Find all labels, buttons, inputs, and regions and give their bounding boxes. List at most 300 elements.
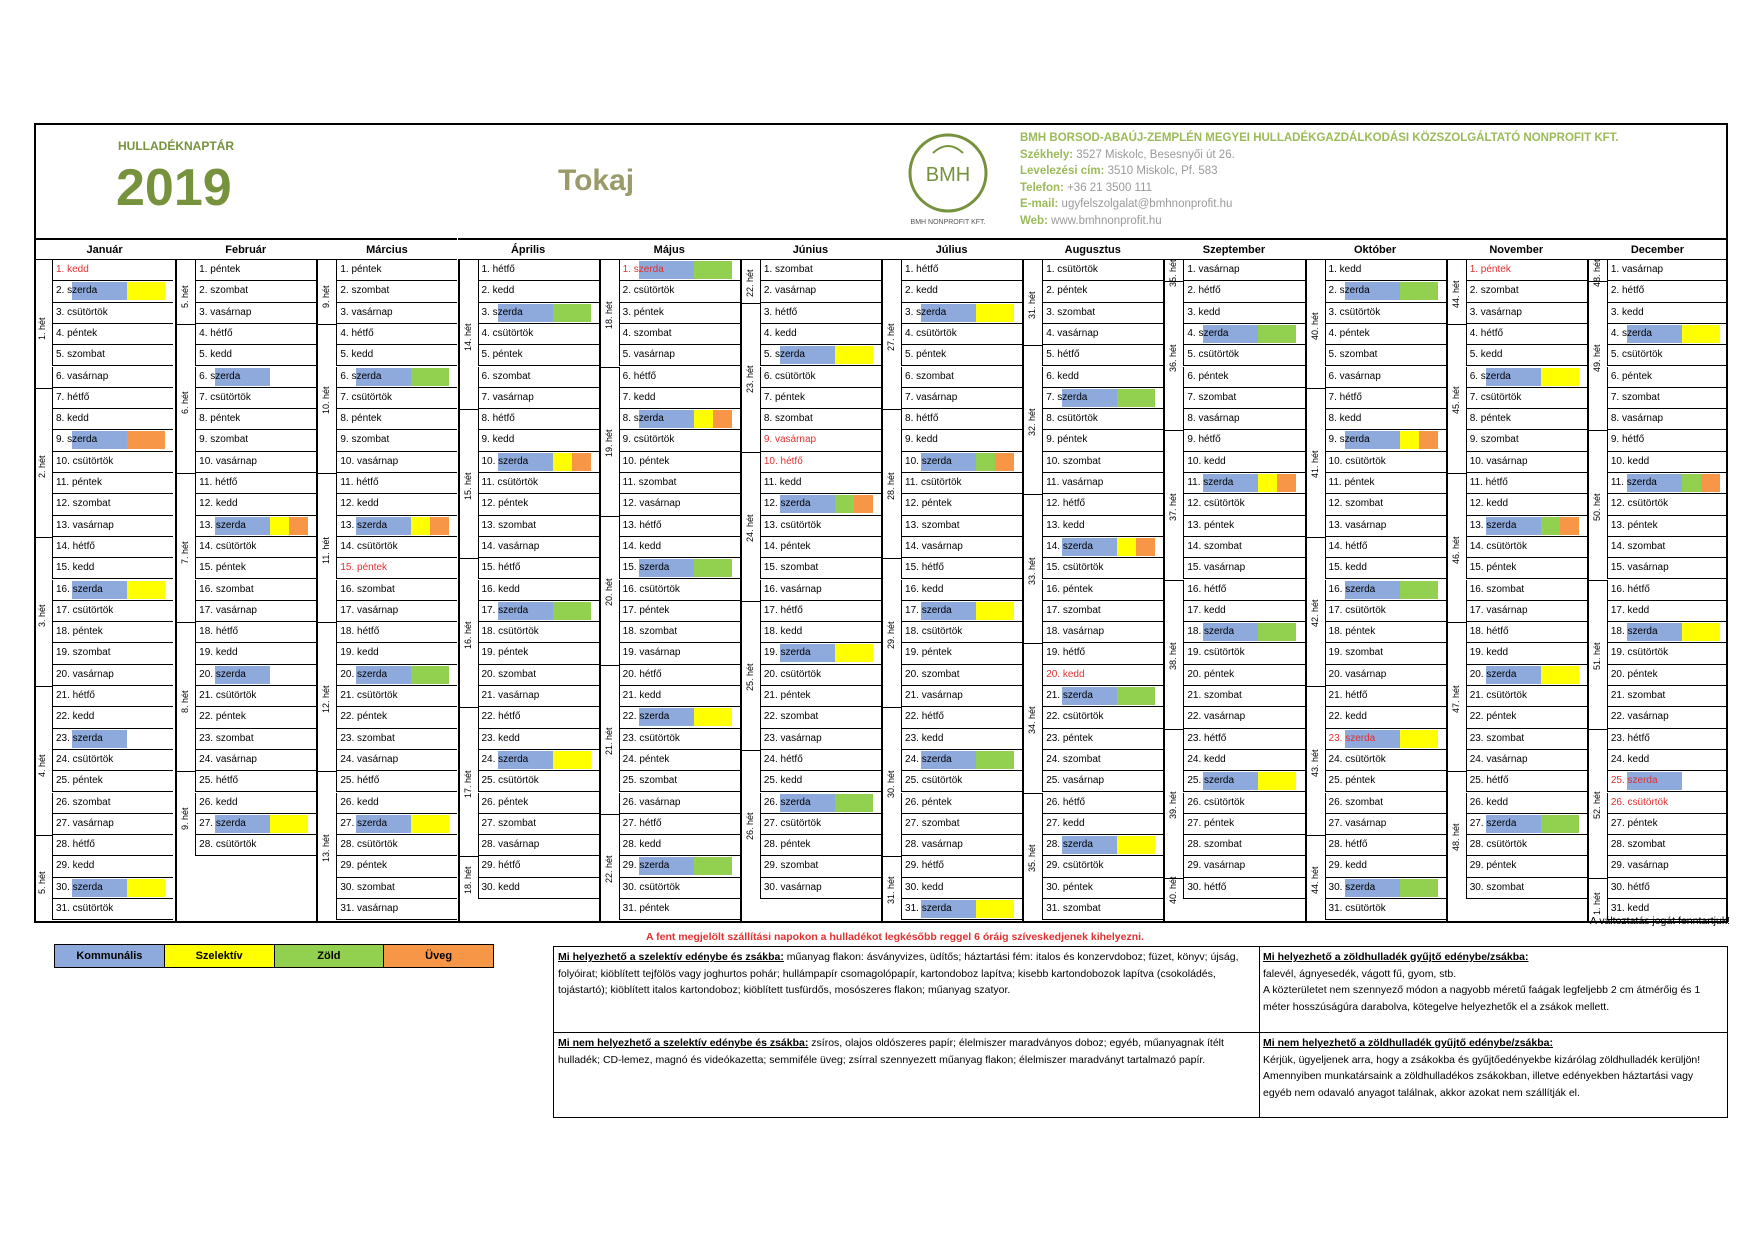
day-label: 12. csütörtök [1187,498,1245,510]
day-cell [1466,729,1587,750]
day-cell [760,856,881,877]
day-label: 10. vasárnap [340,455,399,467]
day-label: 16. szerda [1328,583,1376,595]
day-label: 5. csütörtök [1187,349,1240,361]
day-label: 30. kedd [905,881,944,893]
day-cell [619,367,740,388]
day-label: 14. vasárnap [905,540,963,552]
day-label: 20. vasárnap [56,668,114,680]
day-label: 14. szerda [1046,540,1093,552]
week-label: 18. hét [603,301,614,330]
week-label: 1. hét [37,317,47,340]
month-header: Augusztus [1022,238,1163,260]
day-label: 12. szerda [763,498,811,510]
day-label: 11. vasárnap [1046,477,1104,488]
day-cell [619,388,740,409]
day-cell [1325,878,1446,899]
day-cell [1466,856,1587,877]
day-cell [1607,345,1728,366]
day-cell [478,260,599,281]
day-cell [901,303,1022,324]
day-label: 2. szerda [56,285,98,297]
day-cell [901,260,1022,281]
collection-chip [1400,581,1438,599]
day-cell [1325,367,1446,388]
day-label: 18. vasárnap [1046,626,1105,638]
day-label: 24. vasárnap [1469,753,1528,765]
day-label: 19. szombat [56,647,111,659]
day-label: 23. kedd [481,732,520,744]
day-cell [478,324,599,345]
day-cell [478,665,599,686]
collection-chip [553,602,591,620]
day-cell [195,580,316,601]
week-label: 31. hét [1027,291,1038,319]
day-cell [1466,622,1587,643]
day-label: 30. szombat [1469,881,1525,893]
legend [54,944,494,968]
day-label: 22. csütörtök [1046,711,1104,723]
day-label: 22. szerda [622,711,670,723]
month-header: Január [34,238,175,260]
day-cell [195,643,316,664]
day-label: 12. kedd [199,498,238,510]
day-label: 25. szerda [1610,775,1658,787]
day-cell [1607,835,1728,856]
day-label: 27. csütörtök [763,817,822,829]
day-label: 20. szombat [481,668,536,680]
day-label: 15. péntek [340,562,388,574]
day-cell [195,367,316,388]
day-cell [619,643,740,664]
day-cell [760,771,881,792]
day-cell [478,345,599,366]
day-label: 3. hétfő [763,306,798,318]
day-label: 2. szombat [1469,285,1519,297]
day-cell [619,516,740,537]
day-label: 14. hétfő [56,540,95,552]
day-cell [1466,814,1587,835]
day-label: 18. péntek [1328,626,1376,638]
day-cell [336,643,457,664]
day-cell [478,303,599,324]
day-label: 24. kedd [1187,753,1226,765]
day-label: 29. kedd [56,860,95,872]
day-cell [478,473,599,494]
green-allowed: Mi helyezhető a zöldhulladék gyűjtő edénybe/zsákba: falevél, ágnyesedék, vágott fű, gyom, stb. A közterületet nem szennyező módon a nagyobb méretű faágak legfeljebb 2 cm átmérőig és 1 méter hosszúságúra darabolva, kötegelve helyezhetők el a zsákok mellett. [1263,951,1701,1013]
day-label: 8. csütörtök [1046,413,1098,425]
day-label: 10. csütörtök [56,455,114,467]
day-label: 19. szerda [763,647,811,659]
day-cell [336,516,457,537]
day-label: 6. péntek [1187,370,1229,382]
month-header: Február [175,238,316,260]
day-cell [1325,835,1446,856]
day-cell [619,409,740,430]
day-label: 19. csütörtök [1187,647,1245,659]
day-cell [1325,452,1446,473]
day-cell [336,580,457,601]
day-cell [760,537,881,558]
day-cell [478,856,599,877]
day-cell [336,771,457,792]
day-cell [1042,686,1163,707]
day-cell [1183,856,1304,877]
day-cell [901,558,1022,579]
day-cell [760,793,881,814]
day-label: 10. szerda [905,455,952,467]
day-cell [478,643,599,664]
day-label: 29. péntek [340,860,388,872]
day-label: 11. szerda [1610,477,1657,488]
day-cell [478,494,599,515]
day-label: 5. kedd [340,349,374,361]
collection-chip [854,495,873,513]
company-web: Web: www.bmhnonprofit.hu [1020,214,1162,227]
day-cell [52,345,173,366]
day-cell [619,281,740,302]
day-label: 26. kedd [1469,796,1509,808]
day-label: 21. péntek [763,690,811,701]
day-label: 14. péntek [763,540,811,552]
day-cell [1466,388,1587,409]
day-cell [1183,430,1304,451]
day-label: 30. hétfő [1187,881,1227,893]
collection-chip [976,304,1014,322]
logo-subtext: BMH NONPROFIT KFT. [910,219,986,226]
day-cell [1325,750,1446,771]
day-label: 26. kedd [340,796,379,808]
month-column [881,260,1022,923]
day-label: 3. szerda [905,306,947,318]
day-label: 30. csütörtök [622,881,680,893]
day-label: 27. szombat [481,817,536,829]
day-cell [1325,345,1446,366]
day-cell [760,324,881,345]
day-cell [619,494,740,515]
collection-chip [835,794,873,812]
collection-chip [835,346,873,364]
day-cell [336,430,457,451]
collection-chip [1419,431,1438,449]
day-cell [1466,793,1587,814]
day-cell [52,281,173,302]
day-label: 16. szombat [199,583,254,595]
day-label: 2. kedd [481,285,515,297]
day-label: 23. szerda [56,732,103,744]
day-cell [478,516,599,537]
week-label: 27. hét [886,323,897,351]
info-box [553,946,1728,1118]
day-cell [52,856,173,877]
day-cell [52,452,173,473]
city-name: Tokaj [558,164,635,197]
day-label: 2. hétfő [1610,285,1645,297]
day-cell [336,750,457,771]
day-cell [1183,686,1304,707]
collection-chip [976,751,1014,769]
day-cell [336,622,457,643]
day-label: 17. szombat [1046,604,1101,616]
collection-chip [1541,666,1579,684]
day-cell [619,835,740,856]
logo-leaf [933,146,963,153]
day-cell [52,601,173,622]
day-cell [760,430,881,451]
day-cell [1042,856,1163,877]
collection-chip [411,815,449,833]
collection-chip [1682,474,1701,492]
day-cell [1607,729,1728,750]
day-label: 21. vasárnap [905,690,963,701]
day-cell [1183,643,1304,664]
day-cell [52,430,173,451]
day-label: 16. csütörtök [622,583,680,595]
day-label: 29. vasárnap [1610,860,1669,872]
day-label: 8. péntek [340,413,382,425]
day-label: 3. csütörtök [56,306,108,318]
day-label: 25. péntek [1328,775,1376,787]
day-cell [478,281,599,302]
pickup-notice: A fent megjelölt szállítási napokon a hulladékot legkésőbb reggel 6 óráig szíveskedjenek kihelyezni. [646,931,1144,943]
day-label: 1. kedd [56,264,89,275]
day-cell [336,473,457,494]
day-label: 19. kedd [199,647,238,659]
day-cell [1042,452,1163,473]
day-label: 4. csütörtök [905,327,957,339]
day-cell [1042,707,1163,728]
day-label: 26. vasárnap [622,796,681,808]
day-label: 9. kedd [481,434,515,446]
day-label: 2. szombat [340,285,390,297]
day-cell [619,793,740,814]
collection-chip [694,708,732,726]
day-cell [1042,367,1163,388]
day-cell [760,643,881,664]
day-label: 20. szerda [199,668,246,680]
day-cell [1466,537,1587,558]
day-label: 6. hétfő [622,370,657,382]
day-label: 8. péntek [199,413,241,425]
day-cell [1042,388,1163,409]
day-label: 29. csütörtök [1046,860,1104,872]
day-label: 25. vasárnap [1046,775,1105,787]
day-label: 28. hétfő [56,839,95,851]
day-cell [195,793,316,814]
day-label: 24. vasárnap [199,753,257,765]
day-cell [1466,345,1587,366]
month-header: Szeptember [1163,238,1304,260]
day-label: 30. hétfő [1610,881,1650,893]
day-label: 8. kedd [1328,413,1362,425]
day-label: 6. péntek [1610,370,1653,382]
day-cell [901,516,1022,537]
day-label: 13. péntek [1610,519,1658,531]
day-label: 2. szombat [199,285,249,297]
collection-chip [1400,730,1438,748]
day-cell [52,899,173,920]
week-label: 35. hét [1027,844,1038,873]
day-label: 3. csütörtök [1328,306,1381,318]
collection-chip [1277,474,1296,492]
day-label: 27. kedd [1046,817,1085,829]
day-cell [1466,260,1587,281]
day-cell [1042,835,1163,856]
day-cell [1183,345,1304,366]
day-label: 8. szerda [622,413,664,425]
day-cell [52,516,173,537]
day-label: 1. vasárnap [1187,264,1240,275]
day-label: 13. kedd [1046,519,1085,531]
day-label: 15. péntek [199,562,246,574]
month-header: December [1587,238,1728,260]
collection-chip [976,453,995,471]
day-cell [1042,750,1163,771]
day-label: 16. szerda [56,583,103,595]
day-label: 9. hétfő [1610,434,1645,446]
day-cell [1607,686,1728,707]
day-label: 26. hétfő [1046,796,1086,808]
day-cell [1466,750,1587,771]
week-label: 31. hét [886,876,897,905]
day-label: 18. hétfő [199,626,239,638]
day-label: 1. szerda [622,264,664,275]
calendar-year: 2019 [116,159,232,217]
day-label: 14. csütörtök [1469,540,1527,552]
day-label: 3. vasárnap [340,306,393,318]
day-label: 16. szombat [1469,583,1525,595]
green-not-allowed: Mi nem helyezhető a zöldhulladék gyűjtő edénybe/zsákba: Kérjük, ügyeljenek arra, hogy a zsákokba és gyűjtőedényekbe kizárólag zöldhulladék kerüljön! Amennyiben munkatársaink a zöldhulladékos zsákokban, illetve edényekben háztartási vagy egyéb nem odavaló anyagot találnak, akkor azokat nem szállítják el. [1263,1037,1701,1099]
collection-chip [127,581,165,599]
day-cell [1042,601,1163,622]
week-label: 40. hét [1168,876,1179,905]
day-label: 4. szerda [1187,327,1229,339]
week-label: 50. hét [1591,493,1602,521]
day-label: 18. csütörtök [905,626,963,638]
day-cell [1183,516,1304,537]
day-cell [52,324,173,345]
week-label: 19. hét [603,429,614,458]
day-cell [1042,580,1163,601]
day-label: 16. szombat [340,583,395,595]
day-label: 9. hétfő [1187,434,1221,446]
day-label: 4. hétfő [340,327,374,339]
day-label: 6. kedd [1046,370,1079,382]
day-cell [901,388,1022,409]
collection-chip [694,559,732,577]
day-label: 22. péntek [340,711,388,723]
day-label: 14. szombat [1610,540,1666,552]
day-cell [195,494,316,515]
collection-chip [1400,282,1438,300]
day-label: 28. vasárnap [481,839,540,851]
day-label: 5. kedd [1469,349,1503,361]
day-cell [1042,303,1163,324]
day-cell [619,707,740,728]
day-label: 21. szombat [1187,690,1242,701]
day-cell [619,622,740,643]
day-cell [1466,643,1587,664]
collection-chip [1560,517,1579,535]
day-cell [901,899,1022,920]
day-label: 14. vasárnap [481,540,540,552]
day-label: 23. kedd [905,732,944,744]
day-label: 3. vasárnap [199,306,252,318]
day-label: 23. szombat [1469,732,1525,744]
day-cell [1042,558,1163,579]
day-label: 24. csütörtök [56,753,114,765]
day-cell [195,558,316,579]
day-label: 11. hétfő [340,477,379,488]
day-cell [478,729,599,750]
day-label: 11. péntek [56,477,102,488]
day-label: 18. hétfő [1469,626,1509,638]
day-cell [478,430,599,451]
day-label: 10. csütörtök [1328,455,1386,467]
day-label: 14. szombat [1187,540,1242,552]
week-label: 15. hét [462,472,473,500]
day-cell [195,260,316,281]
day-cell [1183,707,1304,728]
day-label: 6. csütörtök [763,370,816,382]
day-label: 6. vasárnap [56,370,109,382]
day-cell [1183,558,1304,579]
month-column [175,260,316,923]
day-cell [1325,388,1446,409]
collection-chip [1117,687,1155,705]
week-label: 52. hét [1591,791,1602,820]
day-label: 28. szombat [1187,839,1242,851]
day-cell [760,878,881,899]
month-column [316,260,457,923]
day-cell [195,388,316,409]
legend-zold: Zöld [275,945,385,967]
day-cell [901,494,1022,515]
day-cell [336,303,457,324]
day-label: 23. szombat [199,732,254,744]
day-label: 21. csütörtök [1469,690,1527,701]
collection-chip [1541,815,1579,833]
collection-chip [1136,538,1155,556]
day-label: 23. szerda [1328,732,1376,744]
day-label: 21. szombat [1610,690,1666,701]
day-cell [1042,494,1163,515]
day-label: 2. vasárnap [763,285,817,297]
day-label: 28. hétfő [1328,839,1368,851]
day-label: 29. vasárnap [1187,860,1246,872]
day-label: 2. csütörtök [622,285,675,297]
week-label: 18. hét [462,866,473,894]
day-cell [619,899,740,920]
company-info [1020,130,1619,230]
day-label: 14. csütörtök [199,540,257,552]
day-label: 18. kedd [763,626,803,638]
day-cell [1466,707,1587,728]
day-label: 17. hétfő [763,604,803,616]
day-label: 20. szerda [1469,668,1517,680]
day-cell [1042,281,1163,302]
collection-chip [1541,517,1560,535]
day-label: 24. szombat [1046,753,1101,765]
day-cell [336,345,457,366]
day-label: 5. péntek [481,349,523,361]
collection-chip [127,431,165,449]
day-label: 17. vasárnap [199,604,257,616]
day-label: 3. kedd [1187,306,1221,318]
month-column [1163,260,1304,923]
day-label: 26. szombat [1328,796,1383,808]
day-cell [619,814,740,835]
